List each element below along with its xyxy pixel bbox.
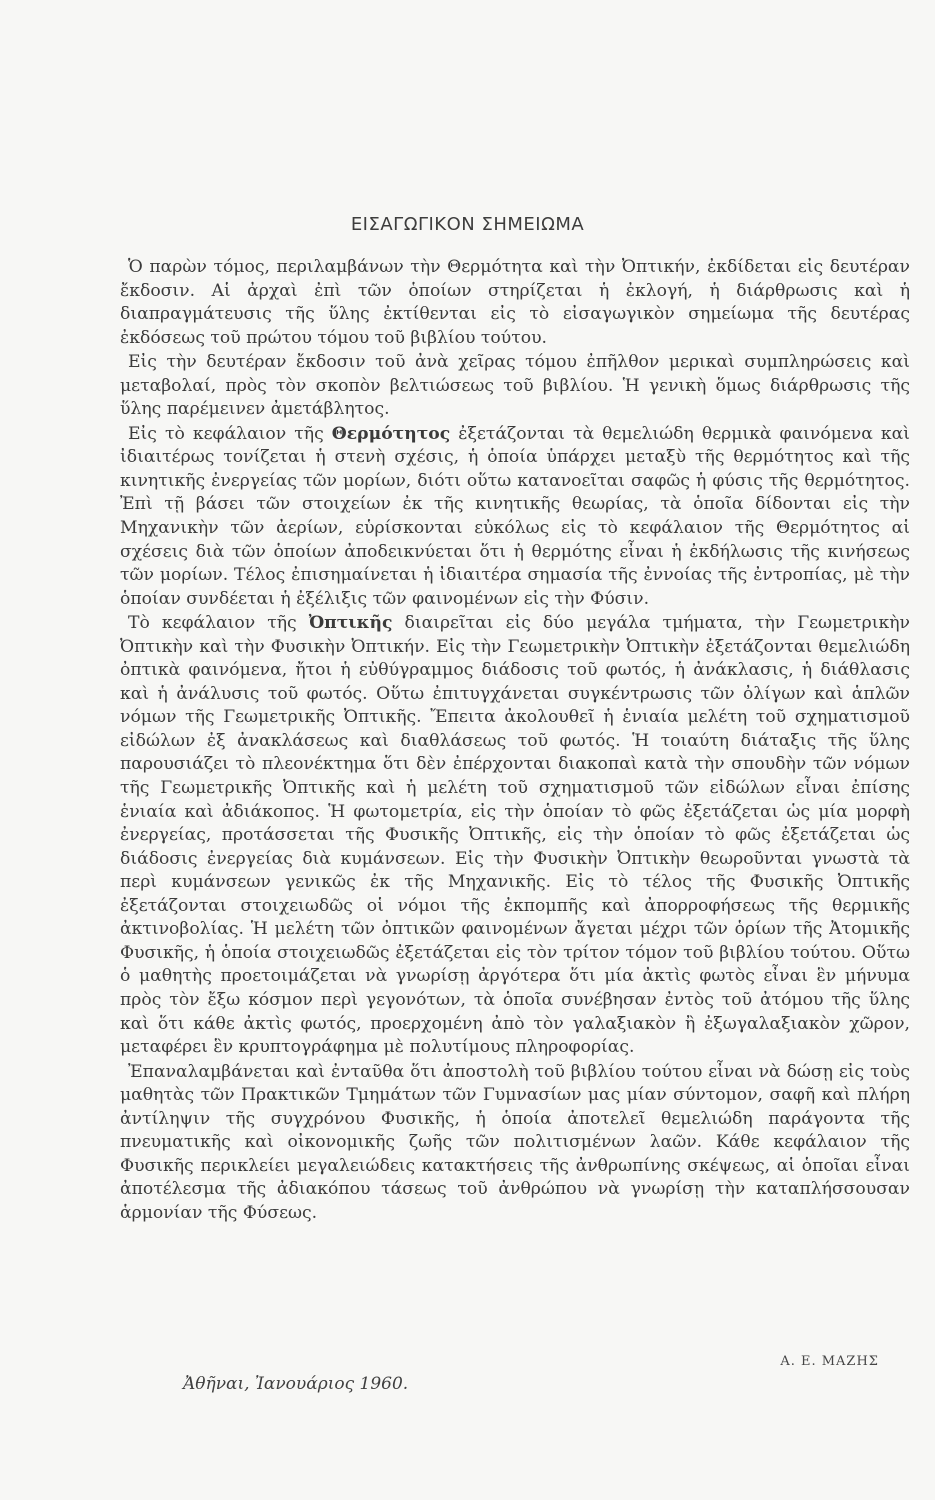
paragraph-4-post: διαιρεῖται εἰς δύο μεγάλα τμήματα, τὴν Γεωμετρικὴν Ὀπτικὴν καὶ τὴν Φυσικὴν Ὀπτικήν. Εἰς τὴν Γεωμετρικὴν Ὀπτικὴν ἐξετάζονται θεμελιώδη ὀπτικὰ φαινόμενα, ἤτοι ἡ εὐθύγραμμος διάδοσις τοῦ φωτός, ἡ ἀνάκλασις, ἡ διάθλασις καὶ ἡ ἀνάλυσις τοῦ φωτός. Οὕτω ἐπιτυγχάνεται συγκέντρωσις τῶν ὀλίγων καὶ ἁπλῶν νόμων τῆς Γεωμετρικῆς Ὀπτικῆς. Ἔπειτα ἀκολουθεῖ ἡ ἑνιαία μελέτη τοῦ σχηματισμοῦ εἰδώλων ἐξ ἀνακλάσεως καὶ διαθλάσεως τοῦ φωτός. Ἡ τοιαύτη διάταξις τῆς ὕλης παρουσιάζει τὸ πλεονέκτημα ὅτι δὲν ἐπέρχονται διακοπαὶ κατὰ τὴν σπουδὴν τῶν νόμων τῆς Γεωμετρικῆς Ὀπτικῆς καὶ ἡ μελέτη τοῦ σχηματισμοῦ τῶν εἰδώλων εἶναι ἐπίσης ἑνιαία καὶ ἀδιάκοπος. Ἡ φωτομετρία, εἰς τὴν ὁποίαν τὸ φῶς ἐξετάζεται ὡς μία μορφὴ ἐνεργείας, προτάσσεται τῆς Φυσικῆς Ὀπτικῆς, εἰς τὴν ὁποίαν τὸ φῶς ἐξετάζεται ὡς διάδοσις ἐνεργείας διὰ κυμάνσεων. Εἰς τὴν Φυσικὴν Ὀπτικὴν θεωροῦνται γνωστὰ τὰ περὶ κυμάνσεων γενικῶς ἐκ τῆς Μηχανικῆς. Εἰς τὸ τέλος τῆς Φυσικῆς Ὀπτικῆς ἐξετάζονται στοιχειωδῶς οἱ νόμοι τῆς ἐκπομπῆς καὶ ἀπορροφήσεως τῆς θερμικῆς ἀκτινοβολίας. Ἡ μελέτη τῶν ὀπτικῶν φαινομένων ἄγεται μέχρι τῶν ὁρίων τῆς Ἀτομικῆς Φυσικῆς, ἡ ὁποία στοιχειωδῶς ἐξετάζεται εἰς τὸν τρίτον τόμον τοῦ βιβλίου τούτου. Οὕτω ὁ μαθητὴς προετοιμάζεται νὰ γνωρίσῃ ἀργότερα ὅτι μία ἀκτὶς φωτὸς εἶναι ἓν μήνυμα πρὸς τὸν ἔξω κόσμον περὶ γεγονότων, τὰ ὁποῖα συνέβησαν ἐντὸς τοῦ ἀτόμου τῆς ὕλης καὶ ὅτι κάθε ἀκτὶς φωτός, προερχομένη ἀπὸ τὸν γαλαξιακὸν ἢ ἐξωγαλαξιακὸν χῶρον, μεταφέρει ἓν κρυπτογράφημα μὲ πολυτίμους πληροφορίας. — [120, 613, 910, 1058]
paragraph-2: Εἰς τὴν δευτέραν ἔκδοσιν τοῦ ἀνὰ χεῖρας τόμου ἐπῆλθον μερικαὶ συμπληρώσεις καὶ μεταβολαί, πρὸς τὸν σκοπὸν βελτιώσεως τοῦ βιβλίου. Ἡ γενικὴ ὅμως διάρθρωσις τῆς ὕλης παρέμεινεν ἀμετάβλητος. — [120, 352, 910, 420]
paragraph-4 — [120, 612, 910, 1059]
place-date: Ἀθῆναι, Ἰανουάριος 1960. — [183, 1374, 409, 1394]
body-text — [120, 256, 910, 1225]
paragraph-4-pre: Τὸ κεφάλαιον τῆς — [128, 613, 309, 634]
author-signature: Α. Ε. ΜΑΖΗΣ — [780, 1354, 879, 1369]
paragraph-1: Ὁ παρὼν τόμος, περιλαμβάνων τὴν Θερμότητα καὶ τὴν Ὀπτικήν, ἐκδίδεται εἰς δευτέραν ἔκδοσιν. Αἱ ἀρχαὶ ἐπὶ τῶν ὁποίων στηρίζεται ἡ ἐκλογή, ἡ διάρθρωσις καὶ ἡ διαπραγμάτευσις τῆς ὕλης ἐκτίθενται εἰς τὸ εἰσαγωγικὸν σημείωμα τῆς δευτέρας ἐκδόσεως τοῦ πρώτου τόμου τοῦ βιβλίου τούτου. — [120, 257, 910, 348]
page-title: ΕΙΣΑΓΩΓΙΚΟΝ ΣΗΜΕΙΩΜΑ — [350, 214, 585, 235]
heat-term: Θερμότητος — [331, 423, 451, 444]
paragraph-3-post: ἐξετάζονται τὰ θεμελιώδη θερμικὰ φαινόμενα καὶ ἰδιαιτέρως τονίζεται ἡ στενὴ σχέσις, ἡ ὁποία ὑπάρχει μεταξὺ τῆς θερμότητος καὶ τῆς κινητικῆς ἐνεργείας τῶν μορίων, διότι οὕτω κατανοεῖται σαφῶς ἡ φύσις τῆς θερμότητος. Ἐπὶ τῇ βάσει τῶν στοιχείων ἐκ τῆς κινητικῆς θεωρίας, τὰ ὁποῖα δίδονται εἰς τὴν Μηχανικὴν τῶν ἀερίων, εὑρίσκονται εὐκόλως εἰς τὸ κεφάλαιον τῆς Θερμότητος αἱ σχέσεις διὰ τῶν ὁποίων ἀποδεικνύεται ὅτι ἡ θερμότης εἶναι ἡ ἐκδήλωσις τῆς κινήσεως τῶν μορίων. Τέλος ἐπισημαίνεται ἡ ἰδιαιτέρα σημασία τῆς ἐννοίας τῆς ἐντροπίας, μὲ τὴν ὁποίαν συνδέεται ἡ ἐξέλιξις τῶν φαινομένων εἰς τὴν Φύσιν. — [120, 423, 910, 609]
optics-term: Ὀπτικῆς — [308, 613, 393, 634]
paragraph-3 — [120, 423, 910, 611]
paragraph-3-pre: Εἰς τὸ κεφάλαιον τῆς — [128, 423, 332, 444]
paragraph-5: Ἐπαναλαμβάνεται καὶ ἐνταῦθα ὅτι ἀποστολὴ τοῦ βιβλίου τούτου εἶναι νὰ δώσῃ εἰς τοὺς μαθητὰς τῶν Πρακτικῶν Τμημάτων τῶν Γυμνασίων μας μίαν σύντομον, σαφῆ καὶ πλήρη ἀντίληψιν τῆς συγχρόνου Φυσικῆς, ἡ ὁποία ἀποτελεῖ θεμελιώδη παράγοντα τῆς πνευματικῆς καὶ οἰκονομικῆς ζωῆς τῶν πολιτισμένων λαῶν. Κάθε κεφάλαιον τῆς Φυσικῆς περικλείει μεγαλειώδεις κατακτήσεις τῆς ἀνθρωπίνης σκέψεως, αἱ ὁποῖαι εἶναι ἀποτέλεσμα τῆς ἀδιακόπου τάσεως τοῦ ἀνθρώπου νὰ γνωρίσῃ τὴν καταπλήσσουσαν ἁρμονίαν τῆς Φύσεως. — [120, 1061, 910, 1223]
